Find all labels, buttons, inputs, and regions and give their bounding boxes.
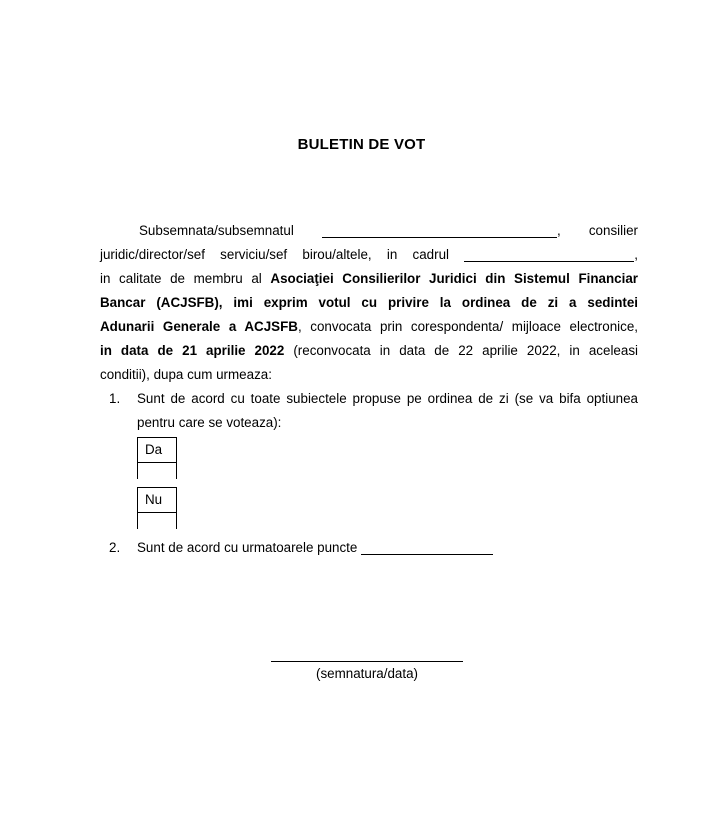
- document-body: [100, 219, 638, 560]
- option-nu-checkbox[interactable]: [137, 487, 177, 513]
- list-item-1: [100, 387, 638, 529]
- item2-text-line: [137, 536, 638, 560]
- paragraph-line: [100, 315, 638, 339]
- intro-text: juridic/director/sef serviciu/sef birou/altele, in cadrul: [100, 247, 450, 262]
- association-name-bold: Asociaţiei Consilierilor Juridici din Sistemul Financiar: [270, 271, 638, 286]
- item1-text-line: [137, 387, 638, 411]
- nu-cell-extension: [137, 513, 177, 529]
- option-nu-label: Nu: [145, 492, 163, 507]
- document-title: BULETIN DE VOT: [297, 136, 426, 153]
- intro-text: in calitate de membru al: [100, 271, 262, 286]
- intro-text: conditii), dupa cum urmeaza:: [100, 367, 272, 382]
- item1-text: pentru care se voteaza):: [137, 415, 282, 430]
- intro-text: (reconvocata in data de 22 aprilie 2022, in aceleasi: [293, 343, 638, 358]
- paragraph-line: [100, 267, 638, 291]
- option-da-label: Da: [145, 442, 163, 457]
- paragraph-line: [100, 339, 638, 363]
- intro-paragraph: [100, 219, 638, 387]
- da-cell-extension: [137, 463, 177, 479]
- intro-text: consilier: [588, 223, 638, 238]
- intro-text: , convocata prin corespondenta/ mijloace electronice,: [297, 319, 638, 334]
- item1-text: Sunt de acord cu toate subiectele propuse pe ordinea de zi (se va bifa optiunea: [137, 391, 638, 406]
- assembly-name-bold: Adunarii Generale a ACJSFB: [100, 319, 298, 334]
- intro-text: Subsemnata/subsemnatul: [139, 223, 294, 238]
- paragraph-line: [100, 291, 638, 315]
- option-da-checkbox[interactable]: [137, 437, 177, 463]
- paragraph-line: [100, 219, 638, 243]
- list-number: 1.: [109, 391, 121, 406]
- institution-blank-field[interactable]: [464, 248, 634, 262]
- punctuation: ,: [634, 247, 638, 262]
- list-item-2: [100, 536, 638, 560]
- name-blank-field[interactable]: [322, 224, 557, 238]
- punctuation: ,: [556, 223, 561, 238]
- vote-statement-bold: Bancar (ACJSFB), imi exprim votul cu privire la ordinea de zi a sedintei: [100, 295, 638, 310]
- paragraph-line: [100, 363, 638, 387]
- list-number: 2.: [109, 540, 121, 555]
- item1-text-line: [137, 411, 638, 435]
- paragraph-line: [100, 243, 638, 267]
- signature-block: [271, 641, 463, 686]
- item2-text: Sunt de acord cu urmatoarele puncte: [137, 540, 358, 555]
- signature-label: (semnatura/data): [316, 666, 418, 681]
- signature-line[interactable]: [271, 641, 463, 662]
- meeting-date-bold: in data de 21 aprilie 2022: [100, 343, 285, 358]
- points-blank-field[interactable]: [361, 541, 493, 555]
